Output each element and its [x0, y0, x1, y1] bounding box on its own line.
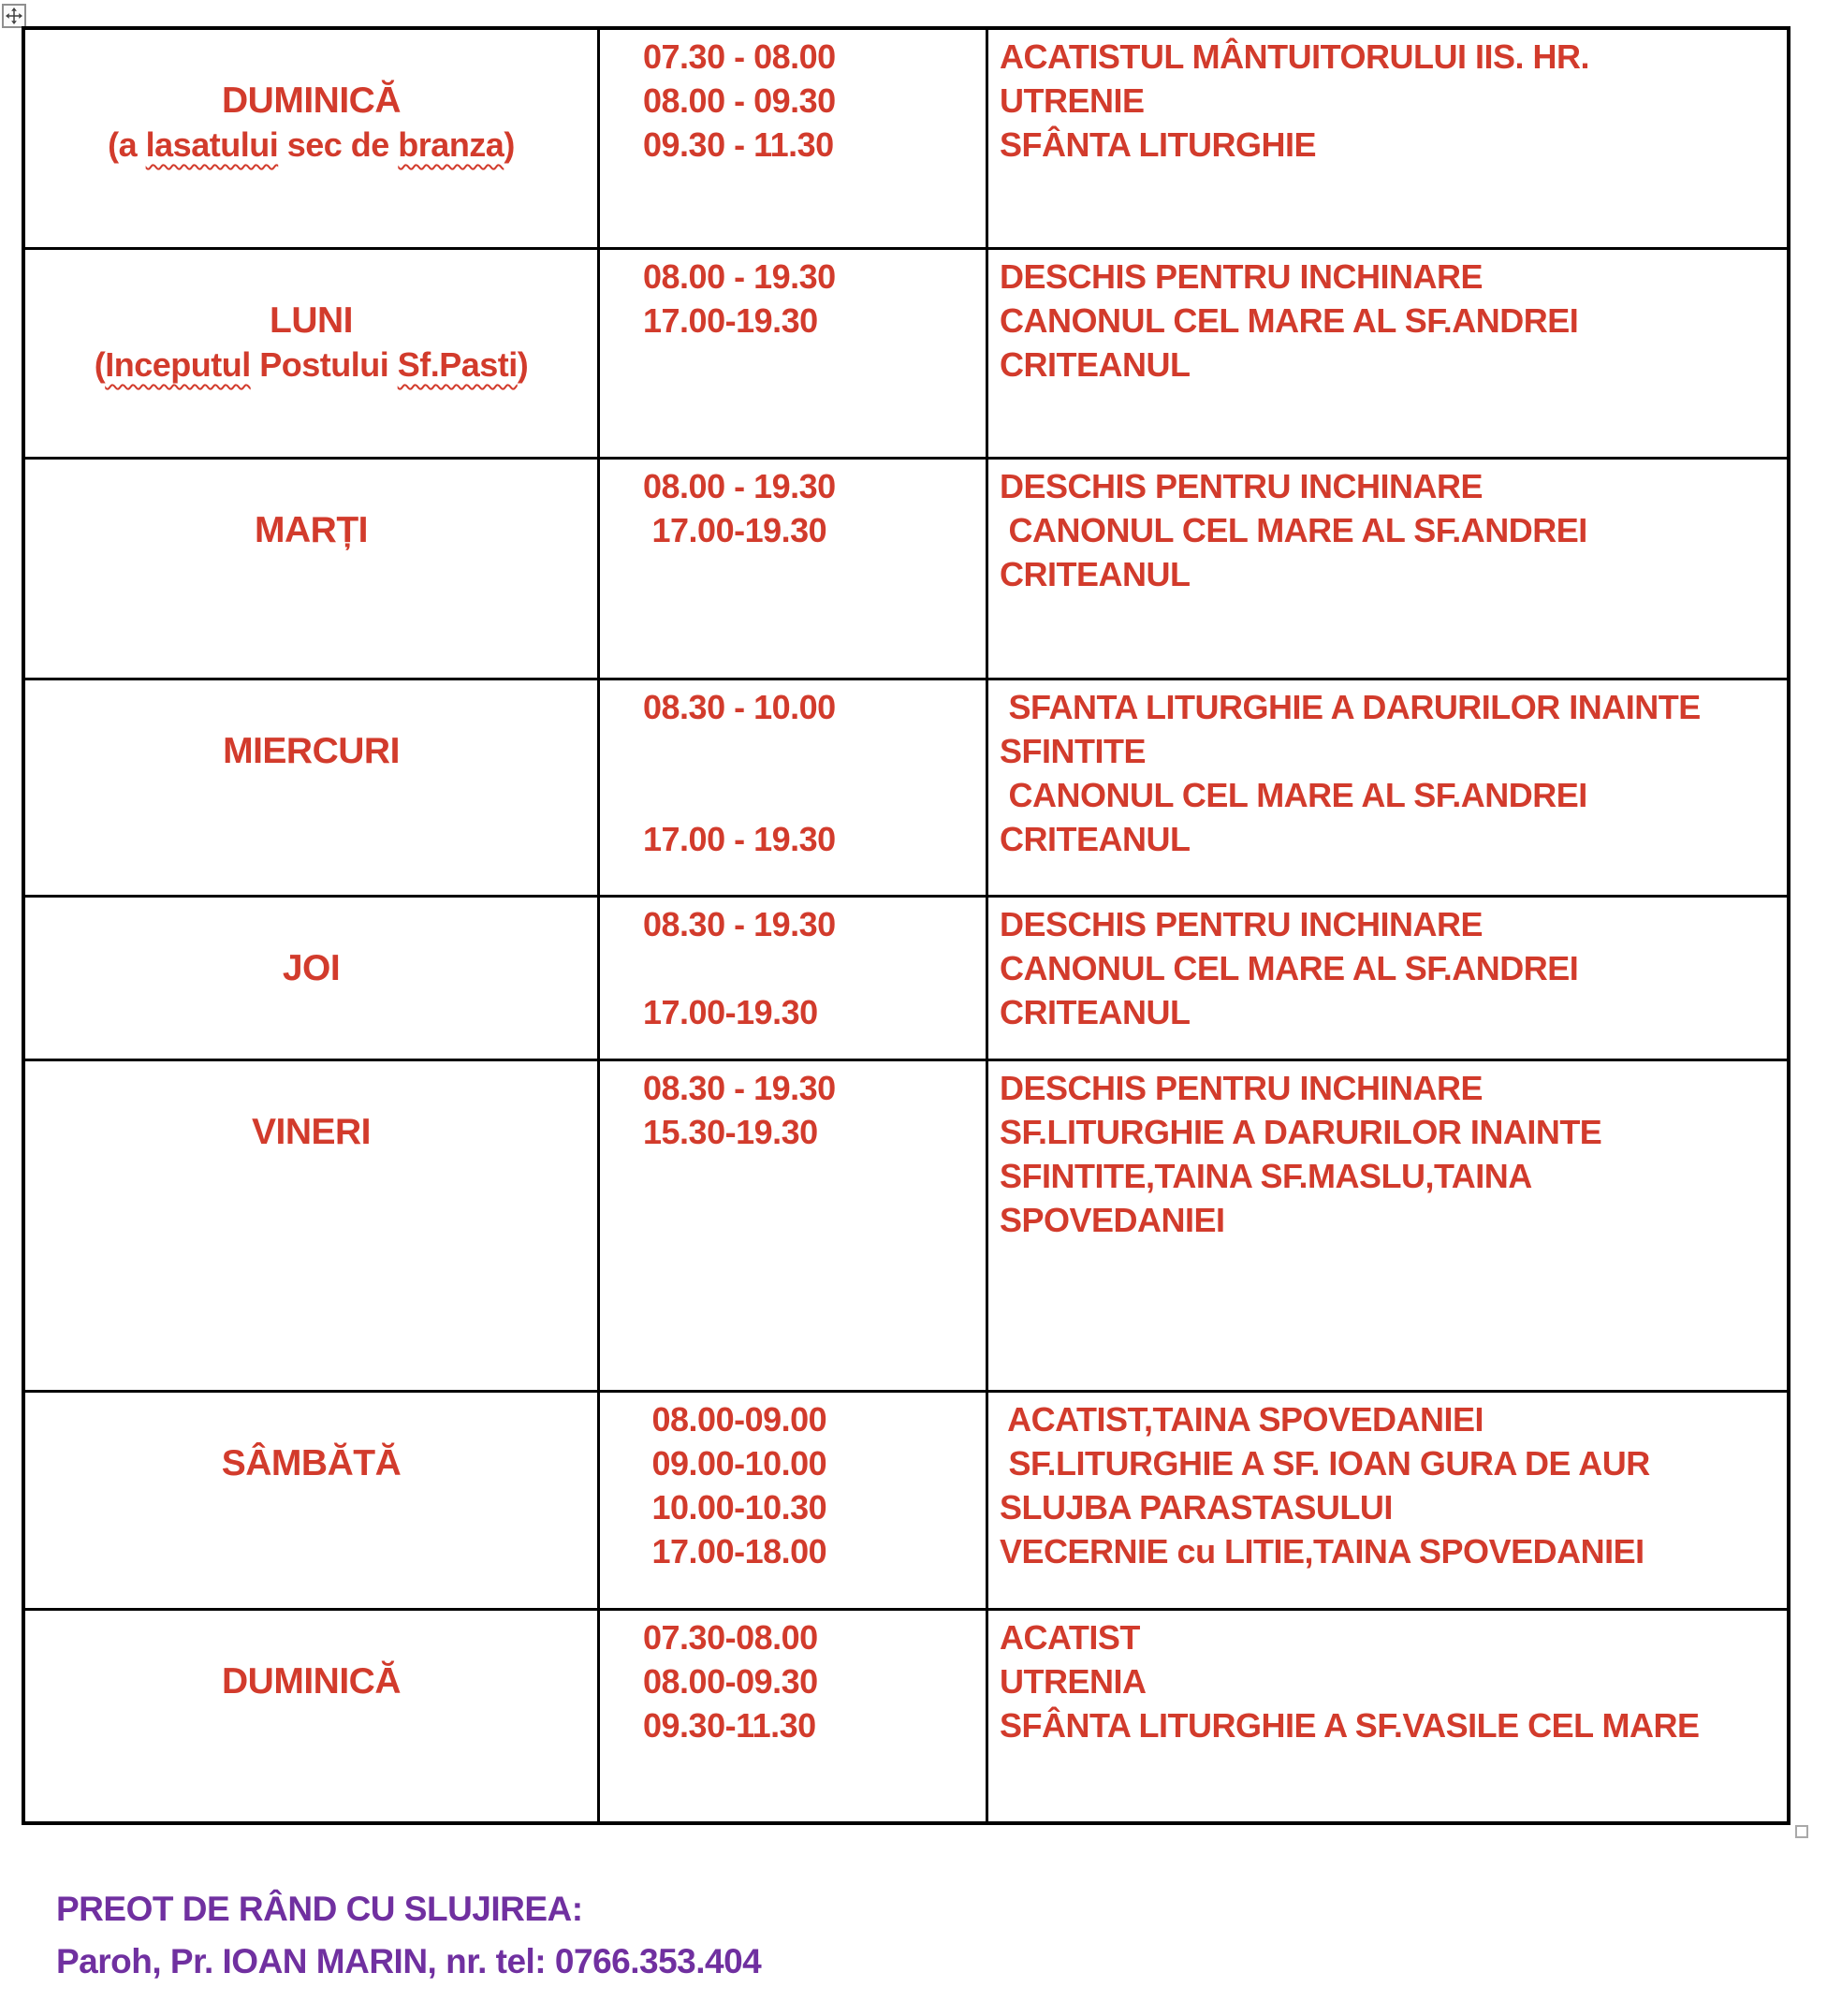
schedule-table: [22, 26, 1790, 1825]
schedule-line: 08.00 - 19.30: [643, 257, 836, 296]
hours-cell[interactable]: [600, 680, 988, 895]
schedule-line: [35, 902, 588, 946]
day-cell[interactable]: [25, 250, 600, 457]
schedule-line: [643, 729, 976, 773]
subtitle-text: Postului: [250, 345, 398, 384]
schedule-line: 15.30-19.30: [643, 1113, 818, 1151]
table-row: [25, 30, 1787, 250]
schedule-line: 17.00 - 19.30: [643, 820, 836, 858]
hours-cell[interactable]: [600, 1061, 988, 1390]
subtitle-text: sec de: [278, 125, 399, 164]
subtitle-text: ): [504, 125, 515, 164]
day-cell[interactable]: [25, 30, 600, 247]
spellcheck-squiggle-word: branza: [398, 125, 504, 164]
schedule-line: CANONUL CEL MARE AL SF.ANDREI: [1000, 776, 1587, 814]
services-cell[interactable]: [988, 898, 1787, 1059]
schedule-line: ACATISTUL MÂNTUITORULUI IIS. HR.: [1000, 37, 1589, 76]
schedule-line: [35, 35, 588, 79]
schedule-line: 17.00-19.30: [643, 511, 827, 549]
schedule-line: ACATIST,TAINA SPOVEDANIEI: [1000, 1400, 1484, 1439]
schedule-line: 10.00-10.30: [643, 1488, 827, 1527]
schedule-line: [643, 773, 976, 817]
services-cell[interactable]: [988, 1393, 1787, 1608]
table-row: [25, 1611, 1787, 1821]
services-cell[interactable]: [988, 1061, 1787, 1390]
day-subtitle: [35, 343, 588, 387]
day-label: SÂMBĂTĂ: [221, 1443, 402, 1483]
schedule-line: CRITEANUL: [1000, 345, 1191, 384]
day-cell[interactable]: [25, 1061, 600, 1390]
day-label: JOI: [282, 948, 341, 988]
schedule-line: DESCHIS PENTRU INCHINARE: [1000, 257, 1484, 296]
table-row: [25, 1393, 1787, 1611]
day-cell[interactable]: [25, 898, 600, 1059]
schedule-line: DESCHIS PENTRU INCHINARE: [1000, 467, 1484, 505]
schedule-line: SFANTA LITURGHIE A DARURILOR INAINTE: [1000, 688, 1701, 726]
schedule-line: 09.30-11.30: [643, 1706, 816, 1745]
schedule-line: DESCHIS PENTRU INCHINARE: [1000, 1069, 1484, 1107]
hours-cell[interactable]: [600, 460, 988, 678]
schedule-line: [35, 464, 588, 508]
table-row: [25, 680, 1787, 898]
services-cell[interactable]: [988, 1611, 1787, 1821]
day-label: MIERCURI: [223, 731, 400, 771]
schedule-line: UTRENIA: [1000, 1662, 1147, 1701]
schedule-line: [35, 255, 588, 299]
services-cell[interactable]: [988, 250, 1787, 457]
hours-cell[interactable]: [600, 898, 988, 1059]
table-move-handle[interactable]: [2, 4, 26, 28]
schedule-line: [35, 685, 588, 729]
services-cell[interactable]: [988, 680, 1787, 895]
schedule-line: 08.00 - 19.30: [643, 467, 836, 505]
day-label: MARȚI: [255, 510, 368, 550]
services-cell[interactable]: [988, 460, 1787, 678]
schedule-line: SPOVEDANIEI: [1000, 1201, 1225, 1239]
schedule-line: CRITEANUL: [1000, 555, 1191, 593]
subtitle-text: (: [94, 345, 106, 384]
schedule-line: SFÂNTA LITURGHIE A SF.VASILE CEL MARE: [1000, 1706, 1700, 1745]
schedule-line: ACATIST: [1000, 1618, 1140, 1657]
services-cell[interactable]: [988, 30, 1787, 247]
schedule-line: VECERNIE cu LITIE,TAINA SPOVEDANIEI: [1000, 1532, 1644, 1570]
schedule-line: 17.00-18.00: [643, 1532, 827, 1570]
schedule-line: [643, 946, 976, 990]
schedule-line: [35, 1615, 588, 1659]
schedule-line: 08.00-09.30: [643, 1662, 818, 1701]
hours-cell[interactable]: [600, 1393, 988, 1608]
schedule-line: 09.30 - 11.30: [643, 125, 834, 164]
day-label: DUMINICĂ: [222, 1661, 401, 1702]
hours-cell[interactable]: [600, 30, 988, 247]
schedule-line: [35, 1397, 588, 1441]
schedule-line: UTRENIE: [1000, 81, 1145, 120]
schedule-line: SFINTITE: [1000, 732, 1146, 770]
day-cell[interactable]: [25, 680, 600, 895]
hours-cell[interactable]: [600, 1611, 988, 1821]
schedule-line: 08.30 - 10.00: [643, 688, 836, 726]
schedule-line: CANONUL CEL MARE AL SF.ANDREI: [1000, 511, 1587, 549]
schedule-line: 08.30 - 19.30: [643, 905, 836, 943]
day-label: LUNI: [270, 300, 353, 341]
footer-priest-contact: Paroh, Pr. IOAN MARIN, nr. tel: 0766.353.404: [56, 1942, 762, 1980]
schedule-line: CRITEANUL: [1000, 993, 1191, 1031]
schedule-line: CRITEANUL: [1000, 820, 1191, 858]
table-row: [25, 250, 1787, 460]
schedule-line: SF.LITURGHIE A DARURILOR INAINTE: [1000, 1113, 1602, 1151]
schedule-line: 07.30 - 08.00: [643, 37, 836, 76]
spellcheck-squiggle-word: Sf.Pasti: [397, 345, 518, 384]
schedule-line: 07.30-08.00: [643, 1618, 818, 1657]
subtitle-text: (a: [108, 125, 146, 164]
schedule-line: CANONUL CEL MARE AL SF.ANDREI: [1000, 949, 1579, 987]
schedule-line: 09.00-10.00: [643, 1444, 827, 1483]
schedule-line: DESCHIS PENTRU INCHINARE: [1000, 905, 1484, 943]
day-label: VINERI: [251, 1112, 372, 1152]
hours-cell[interactable]: [600, 250, 988, 457]
table-row: [25, 1061, 1787, 1393]
day-cell[interactable]: [25, 460, 600, 678]
schedule-line: SLUJBA PARASTASULUI: [1000, 1488, 1393, 1527]
schedule-line: SFINTITE,TAINA SF.MASLU,TAINA: [1000, 1157, 1532, 1195]
spellcheck-squiggle-word: Inceputul: [105, 345, 251, 384]
day-subtitle: [35, 123, 588, 167]
schedule-line: 17.00-19.30: [643, 993, 818, 1031]
spellcheck-squiggle-word: lasatului: [145, 125, 279, 164]
schedule-line: 08.30 - 19.30: [643, 1069, 836, 1107]
schedule-line: 17.00-19.30: [643, 301, 818, 340]
table-resize-handle[interactable]: [1795, 1825, 1808, 1838]
subtitle-text: ): [517, 345, 529, 384]
table-row: [25, 460, 1787, 680]
schedule-line: 08.00-09.00: [643, 1400, 827, 1439]
day-label: DUMINICĂ: [222, 80, 401, 121]
footer-priest-heading: PREOT DE RÂND CU SLUJIREA:: [56, 1890, 583, 1928]
schedule-line: SF.LITURGHIE A SF. IOAN GURA DE AUR: [1000, 1444, 1650, 1483]
footer: [56, 1883, 761, 1988]
table-row: [25, 898, 1787, 1061]
schedule-line: SFÂNTA LITURGHIE: [1000, 125, 1316, 164]
schedule-line: 08.00 - 09.30: [643, 81, 836, 120]
day-cell[interactable]: [25, 1393, 600, 1608]
schedule-line: [35, 1066, 588, 1110]
schedule-line: CANONUL CEL MARE AL SF.ANDREI: [1000, 301, 1579, 340]
day-cell[interactable]: [25, 1611, 600, 1821]
move-arrows-icon: [6, 7, 22, 24]
